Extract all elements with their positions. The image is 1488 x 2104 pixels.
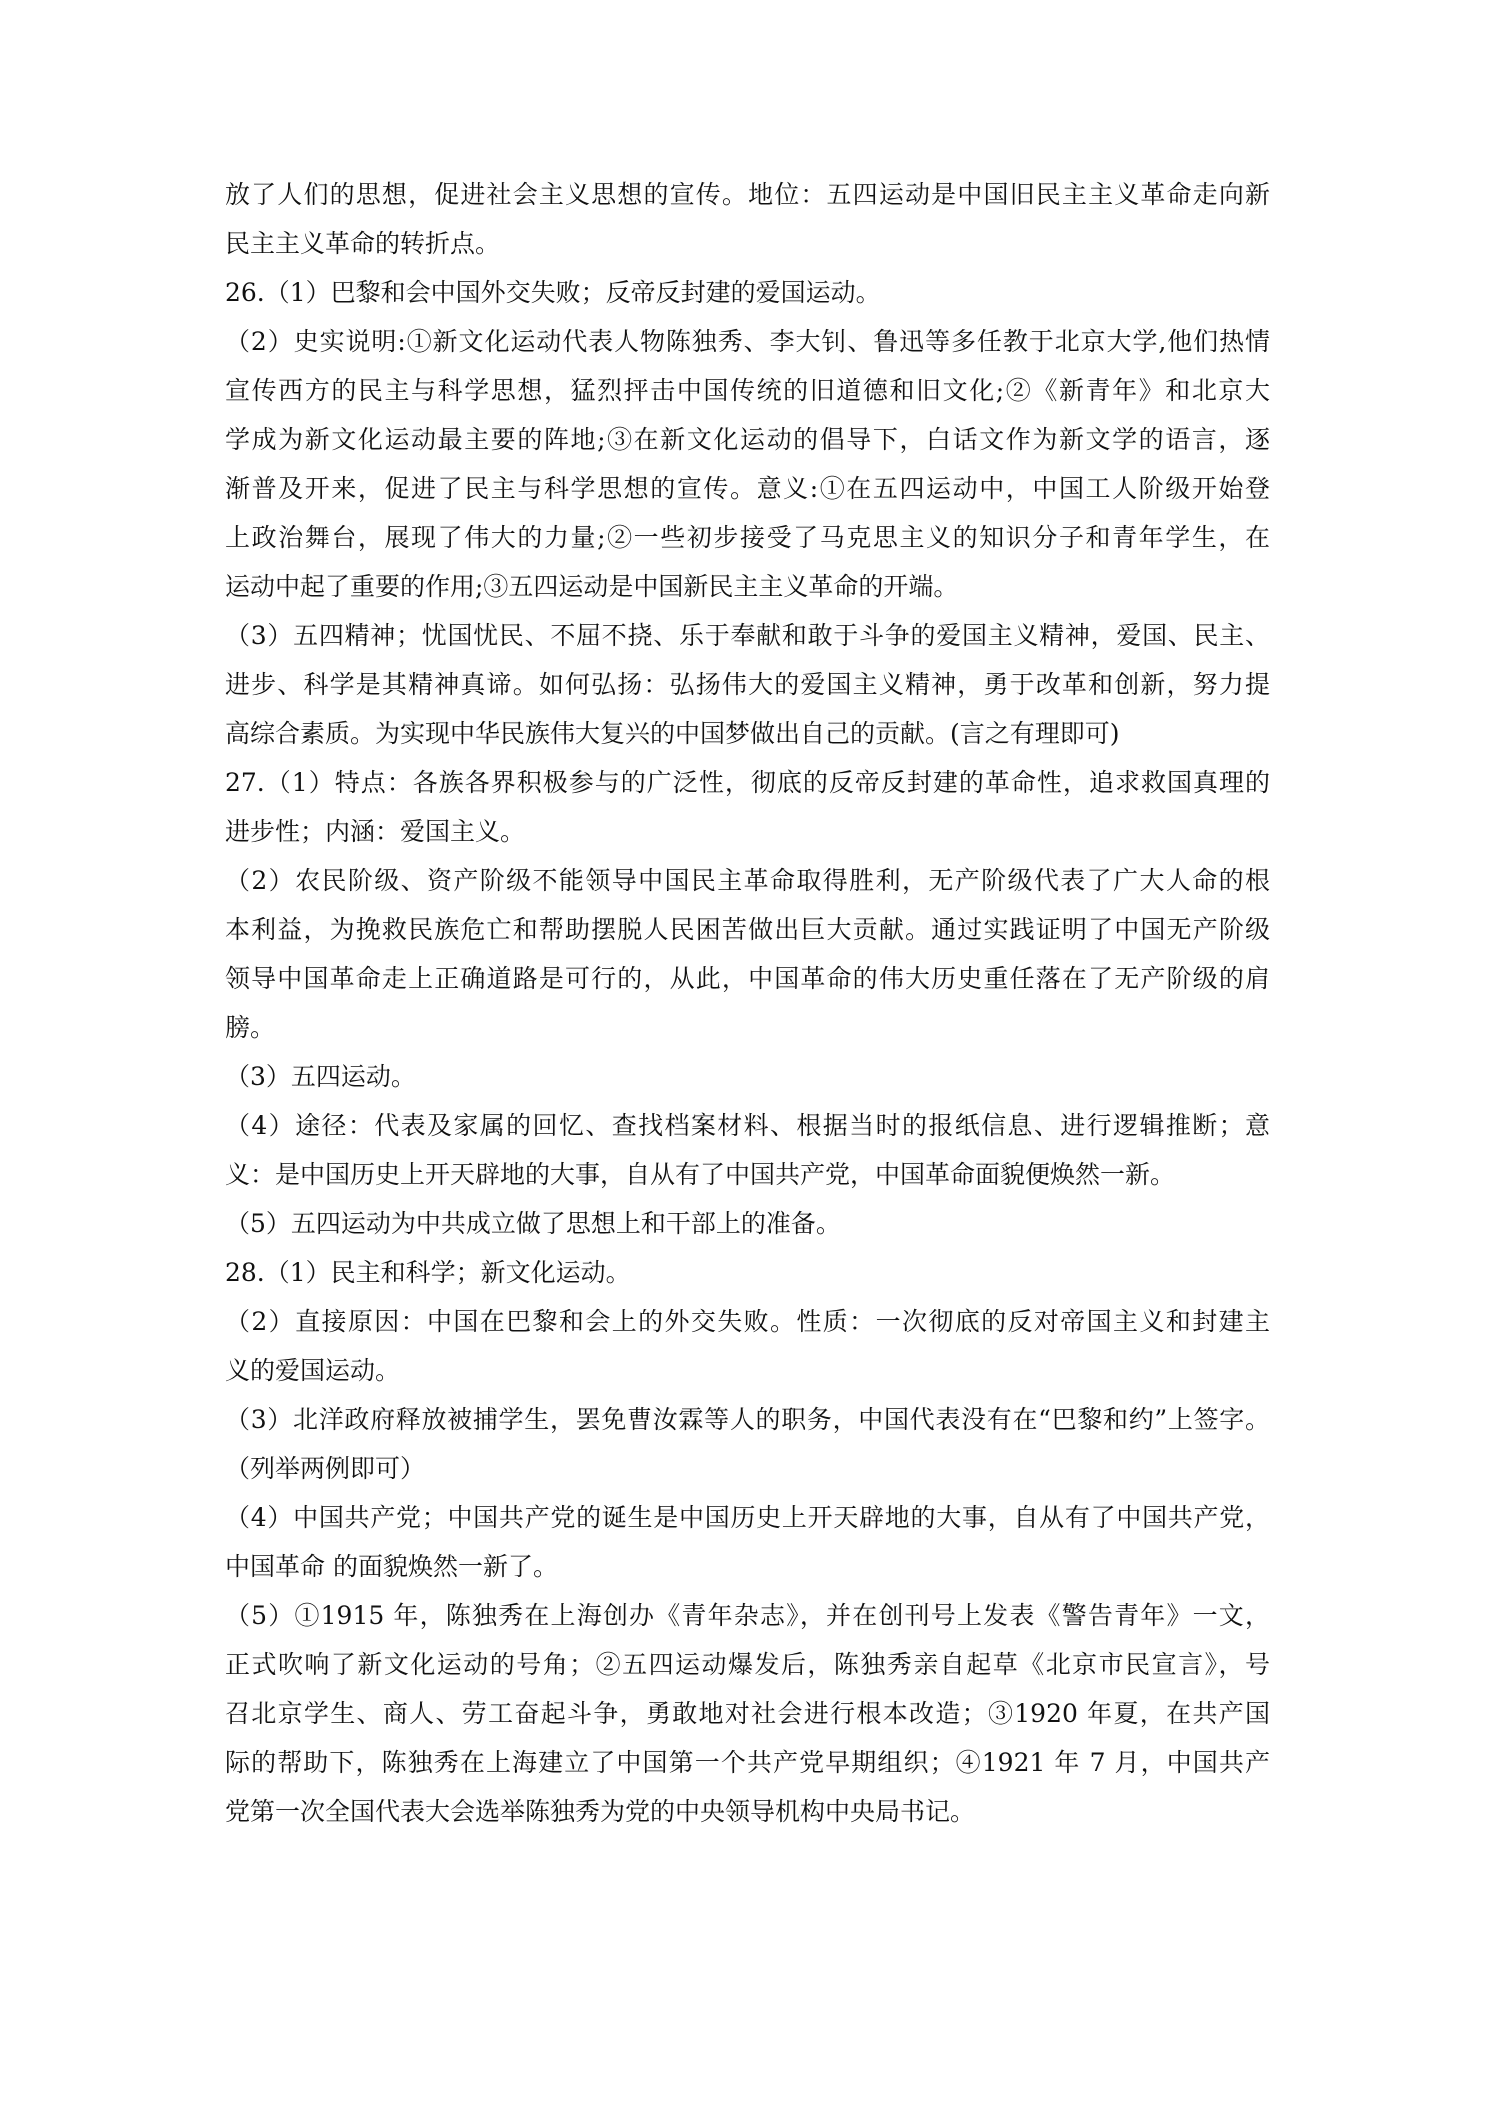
text-line: （2）农民阶级、资产阶级不能领导中国民主革命取得胜利，无产阶级代表了广大人命的根 (225, 866, 1270, 895)
text-line: 际的帮助下，陈独秀在上海建立了中国第一个共产党早期组织；④1921 年 7 月，中国共产 (225, 1748, 1270, 1777)
text-line: 放了人们的思想，促进社会主义思想的宣传。地位：五四运动是中国旧民主主义革命走向新 (225, 180, 1270, 209)
text-line: 召北京学生、商人、劳工奋起斗争，勇敢地对社会进行根本改造；③1920 年夏，在共产国 (225, 1699, 1270, 1728)
answer-page (225, 170, 1270, 1836)
text-line: 学成为新文化运动最主要的阵地;③在新文化运动的倡导下，白话文作为新文学的语言，逐 (225, 425, 1270, 454)
question-28-line: 28.（1）民主和科学；新文化运动。 (225, 1258, 631, 1287)
text-line: 民主主义革命的转折点。 (225, 229, 501, 258)
text-line: 正式吹响了新文化运动的号角；②五四运动爆发后，陈独秀亲自起草《北京市民宣言》，号 (225, 1650, 1270, 1679)
question-26-line: 26.（1）巴黎和会中国外交失败；反帝反封建的爱国运动。 (225, 278, 881, 307)
text-line: 宣传西方的民主与科学思想，猛烈抨击中国传统的旧道德和旧文化;②《新青年》和北京大 (225, 376, 1270, 405)
text-line: 膀。 (225, 1013, 276, 1042)
text-line: （列举两例即可） (225, 1454, 426, 1483)
text-line: （5）①1915 年，陈独秀在上海创办《青年杂志》，并在创刊号上发表《警告青年》一文， (225, 1601, 1270, 1630)
text-line: （4）途径：代表及家属的回忆、查找档案材料、根据当时的报纸信息、进行逻辑推断；意 (225, 1111, 1270, 1140)
text-line: 进步、科学是其精神真谛。如何弘扬：弘扬伟大的爱国主义精神，勇于改革和创新，努力提 (225, 670, 1270, 699)
text-line: 中国革命 的面貌焕然一新了。 (225, 1552, 558, 1581)
text-line: 义：是中国历史上开天辟地的大事，自从有了中国共产党，中国革命面貌便焕然一新。 (225, 1160, 1176, 1189)
text-line: （3）五四精神；忧国忧民、不屈不挠、乐于奉献和敢于斗争的爱国主义精神，爱国、民主、 (225, 621, 1270, 650)
text-line: 渐普及开来，促进了民主与科学思想的宣传。意义:①在五四运动中，中国工人阶级开始登 (225, 474, 1270, 503)
text-line: 本利益，为挽救民族危亡和帮助摆脱人民困苦做出巨大贡献。通过实践证明了中国无产阶级 (225, 915, 1270, 944)
text-line: （3）北洋政府释放被捕学生，罢免曹汝霖等人的职务，中国代表没有在“巴黎和约”上签字。 (225, 1405, 1270, 1434)
text-line: 党第一次全国代表大会选举陈独秀为党的中央领导机构中央局书记。 (225, 1797, 976, 1826)
question-27-line: 27.（1）特点：各族各界积极参与的广泛性，彻底的反帝反封建的革命性，追求救国真理的 (225, 768, 1270, 797)
text-line: 领导中国革命走上正确道路是可行的，从此，中国革命的伟大历史重任落在了无产阶级的肩 (225, 964, 1270, 993)
text-line: 运动中起了重要的作用;③五四运动是中国新民主主义革命的开端。 (225, 572, 959, 601)
text-line: 高综合素质。为实现中华民族伟大复兴的中国梦做出自己的贡献。(言之有理即可) (225, 719, 1120, 748)
text-line: （2）史实说明:①新文化运动代表人物陈独秀、李大钊、鲁迅等多任教于北京大学,他们热情 (225, 327, 1270, 356)
text-line: 进步性；内涵：爱国主义。 (225, 817, 526, 846)
text-line: （3）五四运动。 (225, 1062, 416, 1091)
text-line: （5）五四运动为中共成立做了思想上和干部上的准备。 (225, 1209, 841, 1238)
text-line: 义的爱国运动。 (225, 1356, 401, 1385)
text-line: （2）直接原因：中国在巴黎和会上的外交失败。性质：一次彻底的反对帝国主义和封建主 (225, 1307, 1270, 1336)
text-line: （4）中国共产党；中国共产党的诞生是中国历史上开天辟地的大事，自从有了中国共产党， (225, 1503, 1270, 1532)
text-line: 上政治舞台，展现了伟大的力量;②一些初步接受了马克思主义的知识分子和青年学生，在 (225, 523, 1270, 552)
